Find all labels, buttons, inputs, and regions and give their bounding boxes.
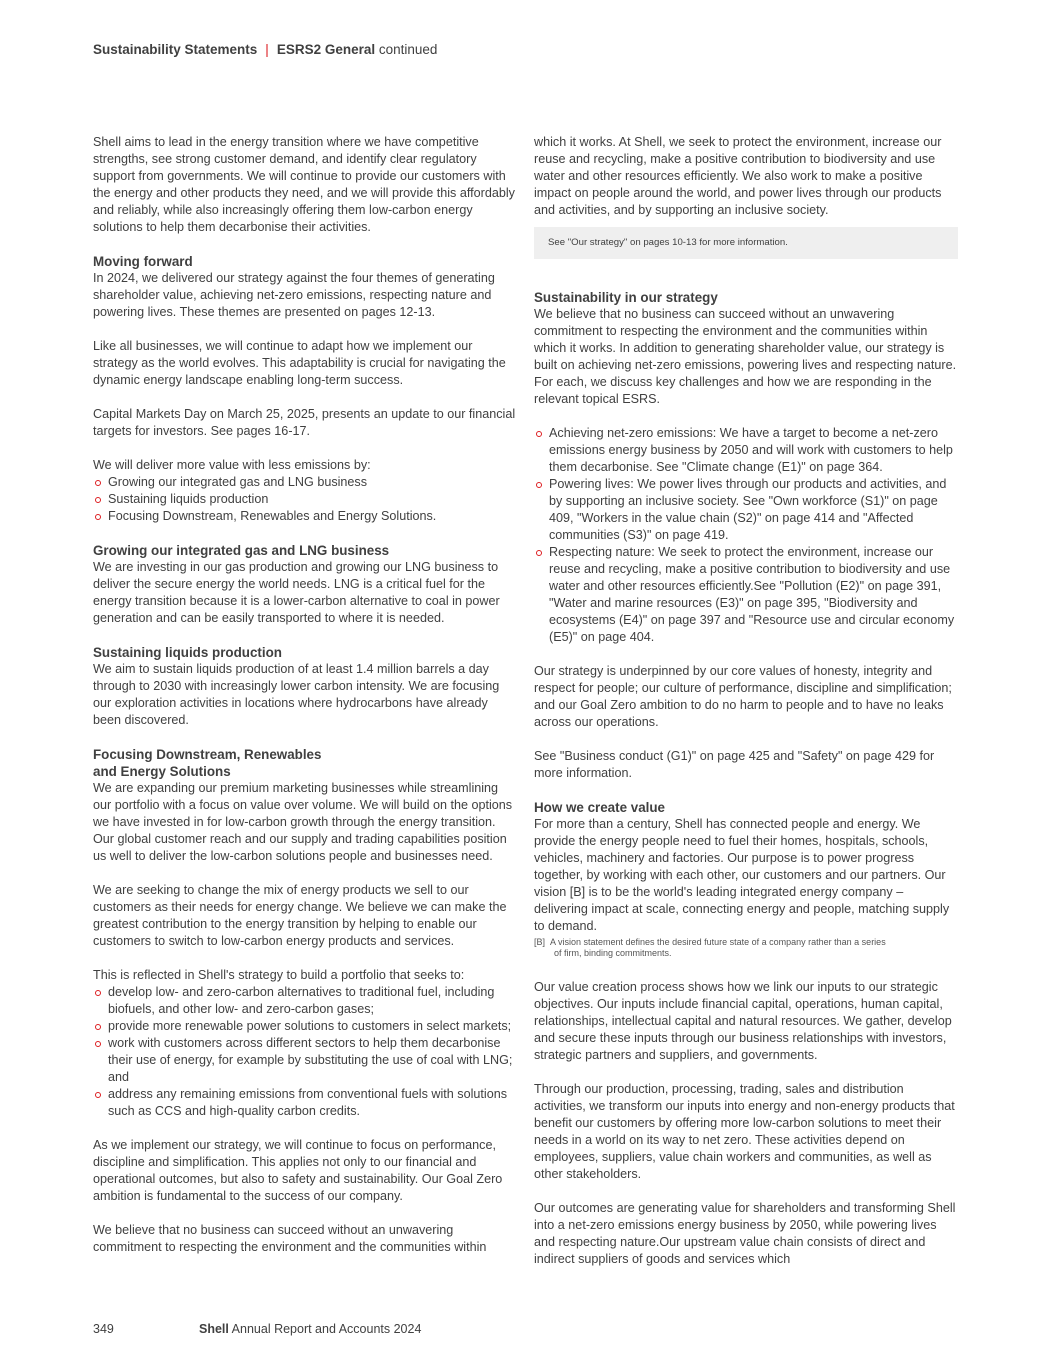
continuation-paragraph: which it works. At Shell, we seek to protect the environment, increase our reuse and recycling, make a positive contribution to biodiversity and use water and other resources efficiently. We also work to make a positive impact on people around the world, and power lives through our products and activities, and by supporting an inclusive society.	[534, 135, 942, 217]
downstream-heading	[93, 746, 517, 780]
value-p2: Our value creation process shows how we link our inputs to our strategic objectives. Our inputs include financial capital, operations, human capital, relationships, intellectual capital and natural resources. We gather, develop and secure these inputs through our business relationships with investors, strategic partners and suppliers, and governments.	[534, 980, 952, 1062]
list-item: develop low- and zero-carbon alternatives to traditional fuel, including biofuels, and other low- and zero-carbon gases;	[93, 984, 517, 1018]
moving-forward-p2: Like all businesses, we will continue to adapt how we implement our strategy as the world evolves. This adaptability is crucial for navigating the dynamic energy landscape enabling long-term success.	[93, 339, 506, 387]
moving-forward-heading: Moving forward	[93, 254, 193, 269]
page-header	[93, 42, 437, 57]
list-item: work with customers across different sectors to help them decarbonise their use of energy, for example by substituting the use of coal with LNG; and	[93, 1035, 517, 1086]
value-heading: How we create value	[534, 800, 665, 815]
list-item: Sustaining liquids production	[93, 491, 517, 508]
gas-paragraph: We are investing in our gas production and growing our LNG business to deliver the secure energy the world needs. LNG is a critical fuel for the energy transition because it is a lower-carbon alternative to coal in power generation and can be easily transported to where it is needed.	[93, 560, 500, 625]
footnote-line1: A vision statement defines the desired future state of a company rather than a series	[550, 937, 886, 947]
value-p3: Through our production, processing, trading, sales and distribution activities, we transform our inputs into energy and non-energy products that benefit our customers by offering more low-carbon solutions to meet their needs in a world on its way to net zero. These activities depend on employees, suppliers, value chain workers and communities, as well as other stakeholders.	[534, 1082, 955, 1181]
downstream-p2: We are seeking to change the mix of energy products we sell to our customers as their needs for energy change. We believe we can make the greatest contribution to the energy transition by helping to enable our customers to switch to low-carbon energy products and services.	[93, 883, 507, 948]
right-column	[534, 134, 958, 1268]
downstream-heading-line2: and Energy Solutions	[93, 764, 231, 779]
value-p4: Our outcomes are generating value for shareholders and transforming Shell into a net-zero emissions energy business by 2050, while powering lives and respecting nature.Our upstream value chain consists of direct and indirect suppliers of goods and services which	[534, 1201, 956, 1266]
sustainability-p1: We believe that no business can succeed without an unwavering commitment to respecting the environment and the communities within which it works. In addition to generating shareholder value, our strategy is built on achieving net-zero emissions, powering lives and respecting nature. For each, we discuss key challenges and how we are responding in the relevant topical ESRS.	[534, 307, 957, 406]
portfolio-list	[93, 984, 517, 1120]
list-item: address any remaining emissions from conventional fuels with solutions such as CCS and high-quality carbon credits.	[93, 1086, 517, 1120]
downstream-p3: This is reflected in Shell's strategy to build a portfolio that seeks to:	[93, 968, 465, 982]
downstream-p4: As we implement our strategy, we will continue to focus on performance, discipline and simplification. This applies not only to our financial and operational outcomes, but also to safety and sustainability. Our Goal Zero ambition is fundamental to the success of our company.	[93, 1138, 503, 1203]
gas-heading: Growing our integrated gas and LNG business	[93, 543, 390, 558]
sustainability-heading: Sustainability in our strategy	[534, 290, 718, 305]
moving-forward-p4: We will deliver more value with less emissions by:	[93, 458, 371, 472]
footnote-line2: of firm, binding commitments.	[554, 948, 672, 958]
downstream-heading-line1: Focusing Downstream, Renewables	[93, 747, 322, 762]
list-item: Growing our integrated gas and LNG business	[93, 474, 517, 491]
downstream-p1: We are expanding our premium marketing businesses while streamlining our portfolio with a focus on value over volume. We will build on the options we have invested in for low-carbon growth through the energy transition. Our global customer reach and our supply and trading capabilities position us well to deliver the low-carbon solutions people and businesses need.	[93, 781, 513, 863]
list-item: Achieving net-zero emissions: We have a target to become a net-zero emissions energy business by 2050 and will work with customers to help them decarbonise. See "Climate change (E1)" on page 364.	[534, 425, 958, 476]
list-item: Focusing Downstream, Renewables and Energy Solutions.	[93, 508, 517, 525]
liquids-paragraph: We aim to sustain liquids production of at least 1.4 million barrels a day through to 2030 with increasingly lower carbon intensity. We are focusing our exploration activities in locations where hydrocarbons have already been discovered.	[93, 662, 500, 727]
report-title	[199, 1322, 421, 1336]
strategy-note-box: See "Our strategy" on pages 10-13 for more information.	[534, 227, 958, 259]
header-divider: |	[265, 42, 269, 57]
moving-forward-p3: Capital Markets Day on March 25, 2025, presents an update to our financial targets for investors. See pages 16-17.	[93, 407, 516, 438]
sustainability-p3: See "Business conduct (G1)" on page 425 and "Safety" on page 429 for more information.	[534, 749, 935, 780]
value-p1: For more than a century, Shell has connected people and energy. We provide the energy people need to fuel their homes, hospitals, schools, vehicles, machinery and factories. Our purpose is to power progress together, by working with each other, our customers and our partners. Our vision [B] is to be the world's leading integrated energy company – delivering impact at scale, connecting energy and people, matching supply to demand.	[534, 817, 950, 933]
themes-list	[534, 425, 958, 646]
report-name: Annual Report and Accounts 2024	[231, 1322, 422, 1336]
footnote	[534, 937, 958, 959]
list-item: provide more renewable power solutions to customers in select markets;	[93, 1018, 517, 1035]
moving-forward-p1: In 2024, we delivered our strategy against the four themes of generating shareholder value, achieving net-zero emissions, respecting nature and powering lives. These themes are presented on pages 12-13.	[93, 271, 495, 319]
page-number: 349	[93, 1322, 114, 1336]
list-item: Powering lives: We power lives through our products and activities, and by supporting an inclusive society. See "Own workforce (S1)" on page 409, "Workers in the value chain (S2)" on page 414 and "Affected communities (S3)" on page 419.	[534, 476, 958, 544]
header-subsection: ESRS2 General	[276, 42, 376, 57]
header-section: Sustainability Statements	[93, 42, 258, 57]
intro-paragraph: Shell aims to lead in the energy transition where we have competitive strengths, see strong customer demand, and identify clear regulatory support from governments. We will continue to provide our customers with the energy and other products they need, and we will provide this affordably and reliably, while also increasingly offering them low-carbon energy solutions to help them decarbonise their activities.	[93, 135, 515, 234]
sustainability-p2: Our strategy is underpinned by our core values of honesty, integrity and respect for people; our culture of performance, discipline and simplification; and our Goal Zero ambition to do no harm to people and to have no leaks across our operations.	[534, 664, 952, 729]
liquids-heading: Sustaining liquids production	[93, 645, 282, 660]
header-suffix: continued	[378, 42, 438, 57]
left-column	[93, 134, 517, 1256]
downstream-p5: We believe that no business can succeed without an unwavering commitment to respecting the environment and the communities within	[93, 1223, 487, 1254]
list-item: Respecting nature: We seek to protect the environment, increase our reuse and recycling, make a positive contribution to biodiversity and use water and other resources efficiently.See "Pollution (E2)" on page 391, "Water and marine resources (E3)" on page 395, "Biodiversity and ecosystems (E4)" on page 397 and "Resource use and circular economy (E5)" on page 404.	[534, 544, 958, 646]
brand-name: Shell	[199, 1322, 229, 1336]
footnote-marker: [B]	[534, 937, 546, 947]
priorities-list	[93, 474, 517, 525]
